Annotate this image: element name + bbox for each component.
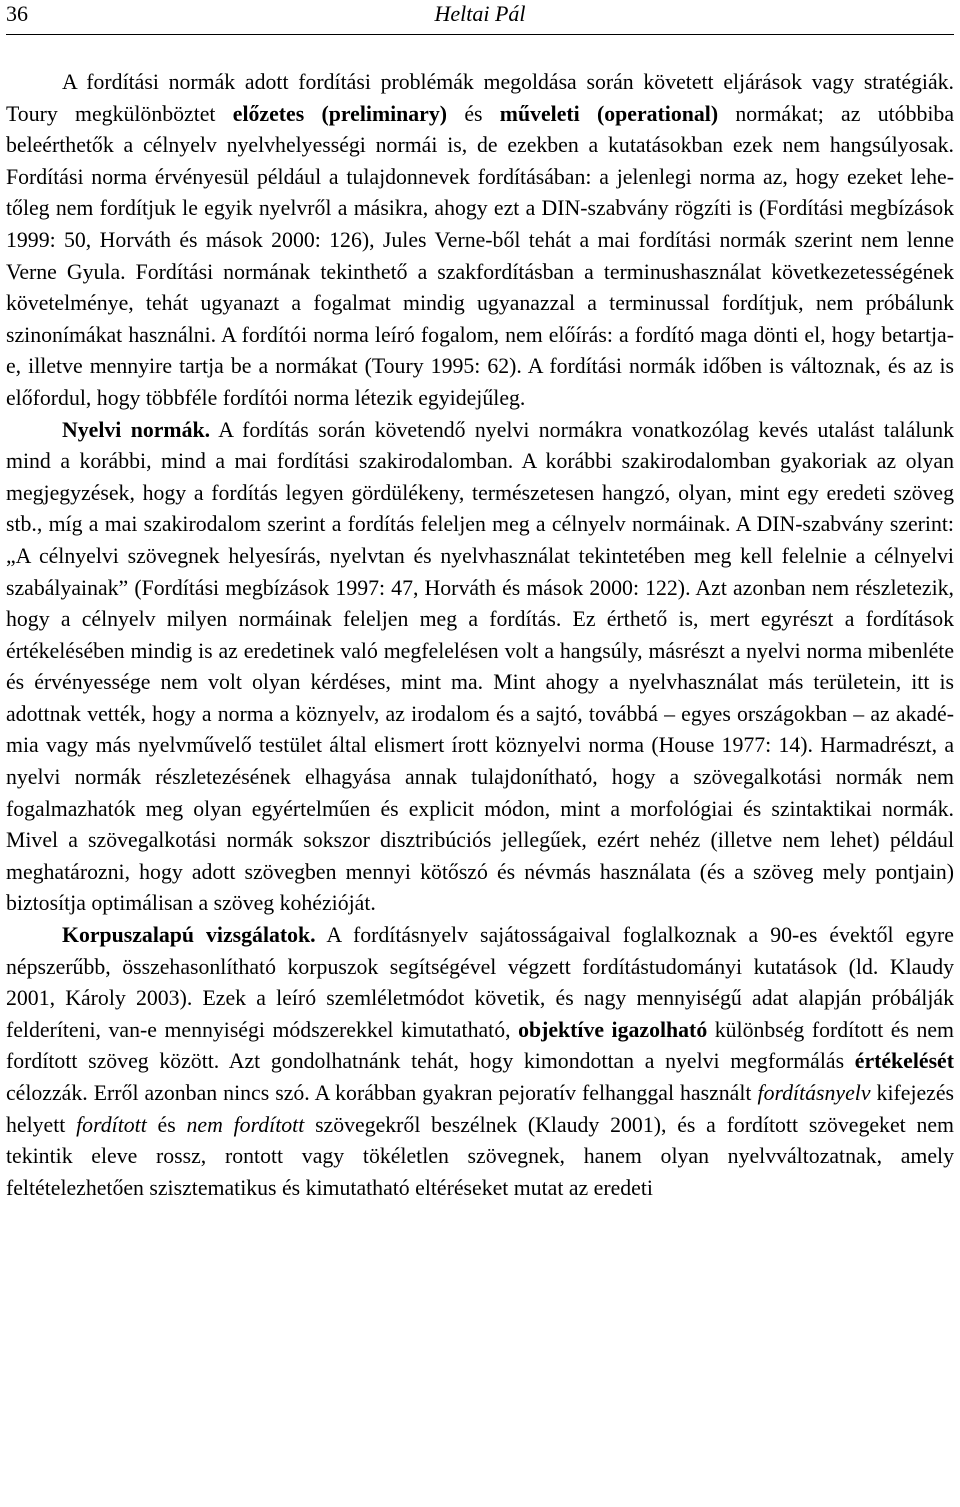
page-number: 36 xyxy=(6,1,28,26)
text-run: célozzák. Erről azonban nincs szó. A korábban gyakran pejoratív felhanggal használt xyxy=(6,1081,758,1105)
text-run: A fordítási normák adott fordítási problémák megoldása során követett eljárások vagy stratégiák. Toury megkülönböztet xyxy=(6,70,954,126)
bold-text: Nyelvi normák. xyxy=(62,417,211,442)
bold-text: objektíve igazolható xyxy=(518,1017,708,1042)
page-header xyxy=(6,0,954,35)
italic-text: nem fordított xyxy=(186,1112,305,1137)
text-run: normákat; az utóbbiba beleérthetők a célnyelv nyelvhelyességi normái is, de ezekben a kutatásokban ezek nem hangsúlyosak. Fordítási norma érvényesül például a tulajdonnevek fordításában: a jelenlegi norma az, hogy ezeket lehetőleg nem fordítjuk le egyik nyelvről a másikra, ahogy ezt a DIN-szabvány rögzíti is (Fordítási megbízások 1999: 50, Horváth és mások 2000: 126), Jules Verne-ből tehát a mai fordítási normák szerint nem lenne Verne Gyula. Fordítási normának tekinthető a szakfordításban a terminushasználat következetességének követelménye, tehát ugyanazt a fogalmat mindig ugyanazzal a terminussal fordítjuk, nem próbálunk szinonímákat használni. A fordítói norma leíró fogalom, nem előírás: a fordító maga dönti el, hogy betartja-e, illetve mennyire tartja be a normákat (Toury 1995: 62). A fordítási normák időben is változnak, és az is előfordul, hogy többféle fordítói norma létezik egyidejűleg. xyxy=(6,101,954,410)
running-title: Heltai Pál xyxy=(434,1,526,26)
text-run: A fordítás során követendő nyelvi normákra vonatkozólag kevés utalást találunk mind a korábbi, mind a mai fordítási szakirodalomban. A korábbi szakirodalomban gyakoriak az olyan megjegyzések, hogy a fordítás legyen gördülékeny, természetesen hangzó, olyan, mint egy eredeti szöveg stb., míg a mai szakirodalom szerint a fordítás feleljen meg a célnyelv normáinak. A DIN-szabvány szerint: „A célnyelvi szövegnek helyesírás, nyelvtan és nyelvhasználat tekintetében meg kell felelnie a célnyelvi szabályainak” (Fordítási megbízások 1997: 47, Horváth és mások 2000: 122). Azt azonban nem részletezik, hogy a célnyelv milyen normáinak feleljen meg a fordítás. Ez érthető is, mert egyrészt a fordítások értékelésében mindig is az eredetinek való megfelelésen volt a hangsúly, másrészt a nyelvi norma mibenléte és érvényessége nem volt olyan kérdéses, mint ma. Mint ahogy a nyelvhasználat más területein, itt is adottnak vették, hogy a norma a köznyelv, az irodalom és a sajtó, továbbá – egyes országokban – az akadémia vagy más nyelvművelő testület által elismert írott köznyelvi norma (House 1977: 14). Harmadrészt, a nyelvi normák részletezésének elhagyása annak tulajdonítható, hogy a szövegalkotási normák nem fogalmazhatók meg olyan egyértelműen és explicit módon, mint a morfológiai és szintaktikai normák. Mivel a szövegalkotási normák sokszor disztribúciós jellegűek, ezért nehéz (illetve nem lehet) például meghatározni, hogy adott szövegben mennyi kötőszó és névmás használata (és a szöveg mely pontjain) biztosítja optimálisan a szöveg kohézióját. xyxy=(6,417,954,916)
text-run: kifejezés helyett xyxy=(6,1081,955,1137)
body-text xyxy=(6,67,954,1204)
italic-text: fordított xyxy=(76,1112,147,1137)
text-run: szövegekről beszélnek (Klaudy 2001), és a fordított szövegeket nem tekintik eleve rossz, rontott vagy tökéletlen szövegnek, hanem olyan nyelvváltozatnak, amely feltételezhetően szisztematikus és kimutatható eltéréseket mutat az eredeti xyxy=(6,1112,955,1200)
italic-text: fordításnyelv xyxy=(757,1081,871,1105)
paragraph xyxy=(6,920,954,1204)
bold-text: előzetes (preliminary) xyxy=(232,101,448,126)
bold-text: értékelését xyxy=(854,1049,954,1074)
bold-text: Korpuszalapú vizsgálatok. xyxy=(62,923,316,948)
paragraph xyxy=(6,415,954,921)
text-run: és xyxy=(146,1112,187,1137)
bold-text: műveleti (operational) xyxy=(499,101,719,126)
text-run: A fordításnyelv sajátosságaival foglalkoznak a 90-es évektől egyre népszerűbb, összehasonlítható korpuszok segítségével végzett fordítástudományi kutatások (ld. Klaudy 2001, Károly 2003). Ezek a leíró szemléletmódot követik, és nagy mennyiségű adat alapján próbálják felderíteni, van-e mennyiségi módszerekkel kimutatható, xyxy=(6,923,954,1042)
paragraph xyxy=(6,67,954,415)
text-run: különbség fordított és nem fordított szöveg között. Azt gondolhatnánk tehát, hogy kimondottan a nyelvi megformálás xyxy=(6,1017,954,1074)
text-run: és xyxy=(447,101,500,126)
